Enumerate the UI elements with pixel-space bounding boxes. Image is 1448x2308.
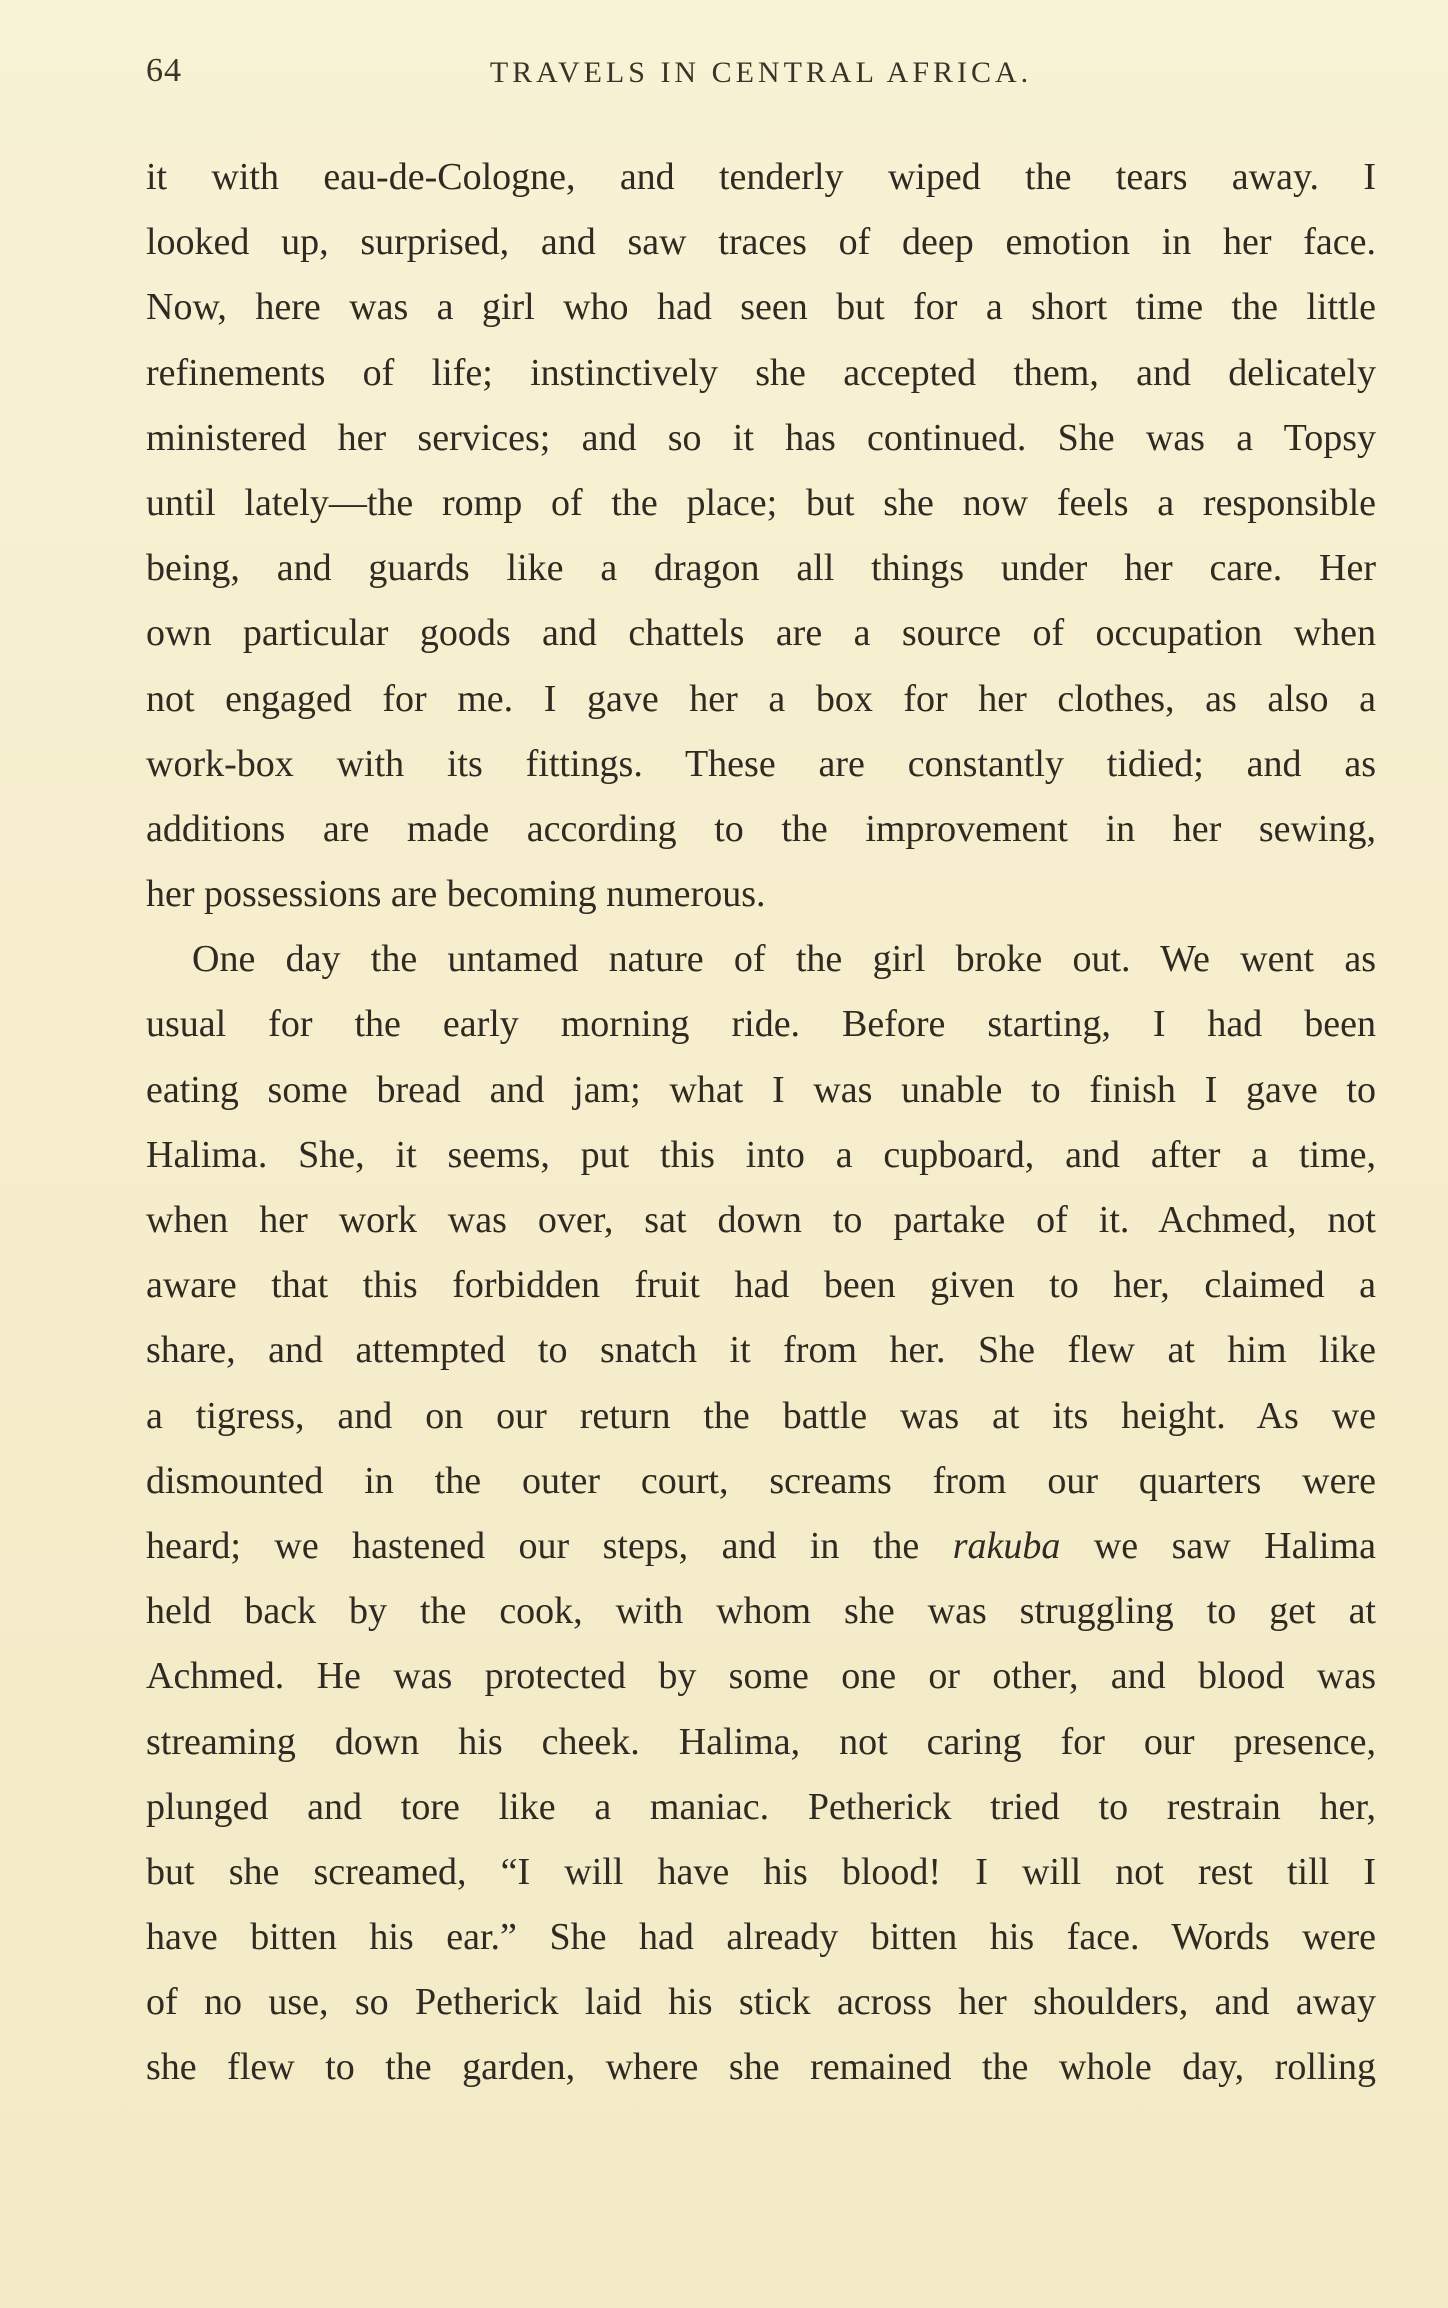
page-number: 64 [146, 52, 182, 89]
text-line: dismounted in the outer court, screams from our quarters were [146, 1459, 1376, 1502]
text-line: additions are made according to the improvement in her sewing, [146, 807, 1376, 850]
text-line: work-box with its fittings. These are constantly tidied; and as [146, 742, 1376, 785]
text-line-with-italic [146, 1514, 1376, 1579]
text-line: own particular goods and chattels are a source of occupation when [146, 612, 1376, 655]
text-line: looked up, surprised, and saw traces of deep emotion in her face. [146, 221, 1376, 264]
text-line: refinements of life; instinctively she accepted them, and delicately [146, 351, 1376, 394]
text-line: but she screamed, “I will have his blood! I will not rest till I [146, 1850, 1376, 1893]
italic-word-rakuba: rakuba [952, 1524, 1061, 1567]
text-line: have bitten his ear.” She had already bitten his face. Words were [146, 1916, 1376, 1959]
paragraph-start-line: One day the untamed nature of the girl broke out. We went as [192, 938, 1376, 981]
page-header [146, 52, 1376, 102]
text-line: she flew to the garden, where she remained the whole day, rolling [146, 2046, 1376, 2089]
text-line: plunged and tore like a maniac. Petherick tried to restrain her, [146, 1785, 1376, 1828]
text-line: until lately—the romp of the place; but she now feels a responsible [146, 481, 1376, 524]
text-line: streaming down his cheek. Halima, not caring for our presence, [146, 1720, 1376, 1763]
text-line: Halima. She, it seems, put this into a cupboard, and after a time, [146, 1133, 1376, 1176]
text-line: eating some bread and jam; what I was unable to finish I gave to [146, 1068, 1376, 1111]
text-line: when her work was over, sat down to partake of it. Achmed, not [146, 1199, 1376, 1241]
paragraph-end-line: her possessions are becoming numerous. [146, 873, 766, 916]
text-segment: heard; we hastened our steps, and in the [146, 1524, 953, 1567]
text-line: not engaged for me. I gave her a box for her clothes, as also a [146, 677, 1376, 720]
text-line: Achmed. He was protected by some one or other, and blood was [146, 1655, 1376, 1698]
text-line: it with eau-de-Cologne, and tenderly wiped the tears away. I [146, 156, 1376, 198]
body-text [146, 145, 1376, 2101]
text-line: ministered her services; and so it has continued. She was a Topsy [146, 416, 1376, 459]
text-segment: we saw Halima [1060, 1524, 1376, 1567]
text-line: Now, here was a girl who had seen but for a short time the little [146, 286, 1376, 329]
text-line: held back by the cook, with whom she was struggling to get at [146, 1590, 1376, 1633]
text-line: usual for the early morning ride. Before starting, I had been [146, 1003, 1376, 1046]
text-line: a tigress, and on our return the battle was at its height. As we [146, 1394, 1376, 1437]
text-line: share, and attempted to snatch it from her. She flew at him like [146, 1329, 1376, 1372]
running-title: TRAVELS IN CENTRAL AFRICA. [489, 56, 1033, 89]
text-line: being, and guards like a dragon all things under her care. Her [146, 547, 1376, 590]
text-line: of no use, so Petherick laid his stick across her shoulders, and away [146, 1981, 1376, 2024]
text-line: aware that this forbidden fruit had been given to her, claimed a [146, 1264, 1376, 1307]
